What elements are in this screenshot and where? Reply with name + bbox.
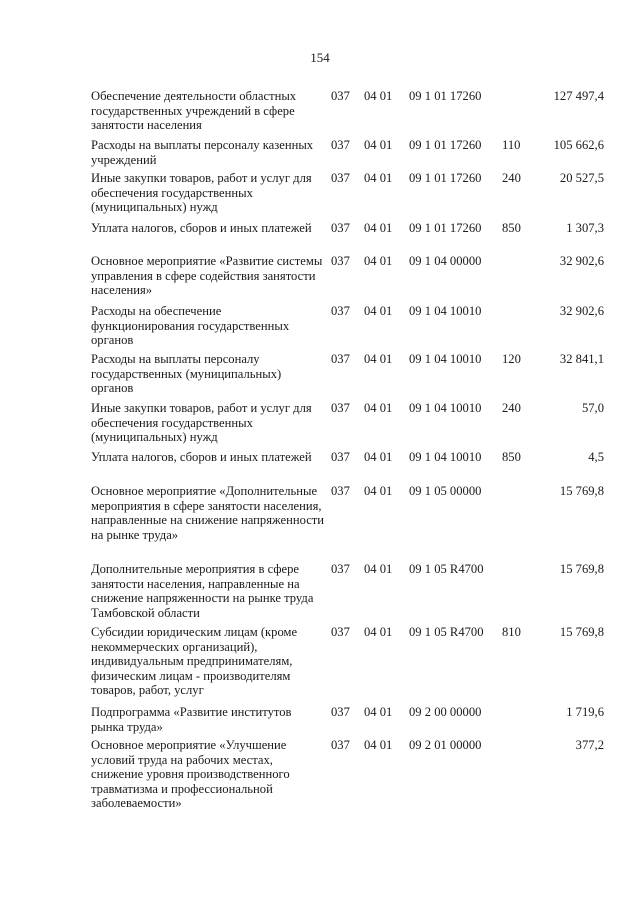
- amount: 15 769,8: [559, 562, 604, 576]
- ministry-code: 037: [331, 352, 350, 366]
- page-number: 154: [310, 50, 330, 65]
- section-code: 04 01: [364, 138, 393, 152]
- ministry-code: 037: [331, 705, 350, 719]
- ministry-code: 037: [331, 562, 350, 576]
- section-code: 04 01: [364, 625, 393, 639]
- amount: 15 769,8: [559, 625, 604, 639]
- row-name: Иные закупки товаров, работ и услуг для обеспечения государственных (муниципальных) нужд: [91, 171, 312, 215]
- row-name: Расходы на обеспечение функционирования государственных органов: [91, 304, 290, 348]
- row-name: Основное мероприятие «Развитие системы управления в сфере содействия занятости населения»: [91, 254, 323, 298]
- target-code: 09 1 05 R4700: [409, 562, 484, 576]
- ministry-code: 037: [331, 738, 350, 752]
- row-name: Обеспечение деятельности областных государственных учреждений в сфере занятости населения: [91, 89, 297, 133]
- ministry-code: 037: [331, 625, 350, 639]
- row-name: Основное мероприятие «Дополнительные мероприятия в сфере занятости населения, направленные на снижение напряженности на рынке труда»: [91, 484, 325, 542]
- amount: 127 497,4: [553, 89, 604, 103]
- row-name: Уплата налогов, сборов и иных платежей: [91, 221, 312, 235]
- amount: 32 841,1: [559, 352, 604, 366]
- row-name: Иные закупки товаров, работ и услуг для обеспечения государственных (муниципальных) нужд: [91, 401, 312, 445]
- target-code: 09 1 04 10010: [409, 450, 482, 464]
- expense-type-code: 850: [502, 221, 521, 235]
- section-code: 04 01: [364, 304, 393, 318]
- target-code: 09 1 04 00000: [409, 254, 482, 268]
- row-name: Дополнительные мероприятия в сфере занятости населения, направленные на снижение напряженности на рынке труда Тамбовской области: [91, 562, 314, 620]
- row-name: Расходы на выплаты персоналу государственных (муниципальных) органов: [91, 352, 282, 396]
- ministry-code: 037: [331, 171, 350, 185]
- expense-type-code: 240: [502, 171, 521, 185]
- row-name: Субсидии юридическим лицам (кроме некоммерческих организаций), индивидуальным предпринимателям, физическим лицам - производителям товаров, работ, услуг: [91, 625, 298, 698]
- amount: 105 662,6: [553, 138, 604, 152]
- target-code: 09 1 04 10010: [409, 401, 482, 415]
- amount: 20 527,5: [559, 171, 604, 185]
- section-code: 04 01: [364, 484, 393, 498]
- amount: 15 769,8: [559, 484, 604, 498]
- target-code: 09 2 01 00000: [409, 738, 482, 752]
- ministry-code: 037: [331, 304, 350, 318]
- section-code: 04 01: [364, 562, 393, 576]
- amount: 1 307,3: [566, 221, 604, 235]
- ministry-code: 037: [331, 89, 350, 103]
- ministry-code: 037: [331, 138, 350, 152]
- target-code: 09 1 05 R4700: [409, 625, 484, 639]
- ministry-code: 037: [331, 450, 350, 464]
- target-code: 09 2 00 00000: [409, 705, 482, 719]
- ministry-code: 037: [331, 484, 350, 498]
- target-code: 09 1 01 17260: [409, 89, 482, 103]
- target-code: 09 1 01 17260: [409, 221, 482, 235]
- target-code: 09 1 01 17260: [409, 138, 482, 152]
- amount: 32 902,6: [559, 304, 604, 318]
- section-code: 04 01: [364, 352, 393, 366]
- amount: 57,0: [581, 401, 604, 415]
- section-code: 04 01: [364, 171, 393, 185]
- target-code: 09 1 01 17260: [409, 171, 482, 185]
- section-code: 04 01: [364, 705, 393, 719]
- amount: 4,5: [588, 450, 604, 464]
- section-code: 04 01: [364, 254, 393, 268]
- ministry-code: 037: [331, 254, 350, 268]
- amount: 32 902,6: [559, 254, 604, 268]
- expense-type-code: 810: [502, 625, 521, 639]
- target-code: 09 1 05 00000: [409, 484, 482, 498]
- section-code: 04 01: [364, 221, 393, 235]
- row-name: Подпрограмма «Развитие институтов рынка труда»: [91, 705, 292, 734]
- ministry-code: 037: [331, 221, 350, 235]
- expense-type-code: 110: [502, 138, 521, 152]
- section-code: 04 01: [364, 738, 393, 752]
- section-code: 04 01: [364, 450, 393, 464]
- ministry-code: 037: [331, 401, 350, 415]
- row-name: Расходы на выплаты персоналу казенных учреждений: [91, 138, 314, 167]
- expense-type-code: 850: [502, 450, 521, 464]
- target-code: 09 1 04 10010: [409, 304, 482, 318]
- row-name: Основное мероприятие «Улучшение условий труда на рабочих местах, снижение уровня производственного травматизма и профессиональной заболеваемости»: [91, 738, 290, 811]
- row-name: Уплата налогов, сборов и иных платежей: [91, 450, 312, 464]
- target-code: 09 1 04 10010: [409, 352, 482, 366]
- amount: 377,2: [575, 738, 604, 752]
- expense-type-code: 120: [502, 352, 521, 366]
- amount: 1 719,6: [566, 705, 604, 719]
- section-code: 04 01: [364, 89, 393, 103]
- section-code: 04 01: [364, 401, 393, 415]
- expense-type-code: 240: [502, 401, 521, 415]
